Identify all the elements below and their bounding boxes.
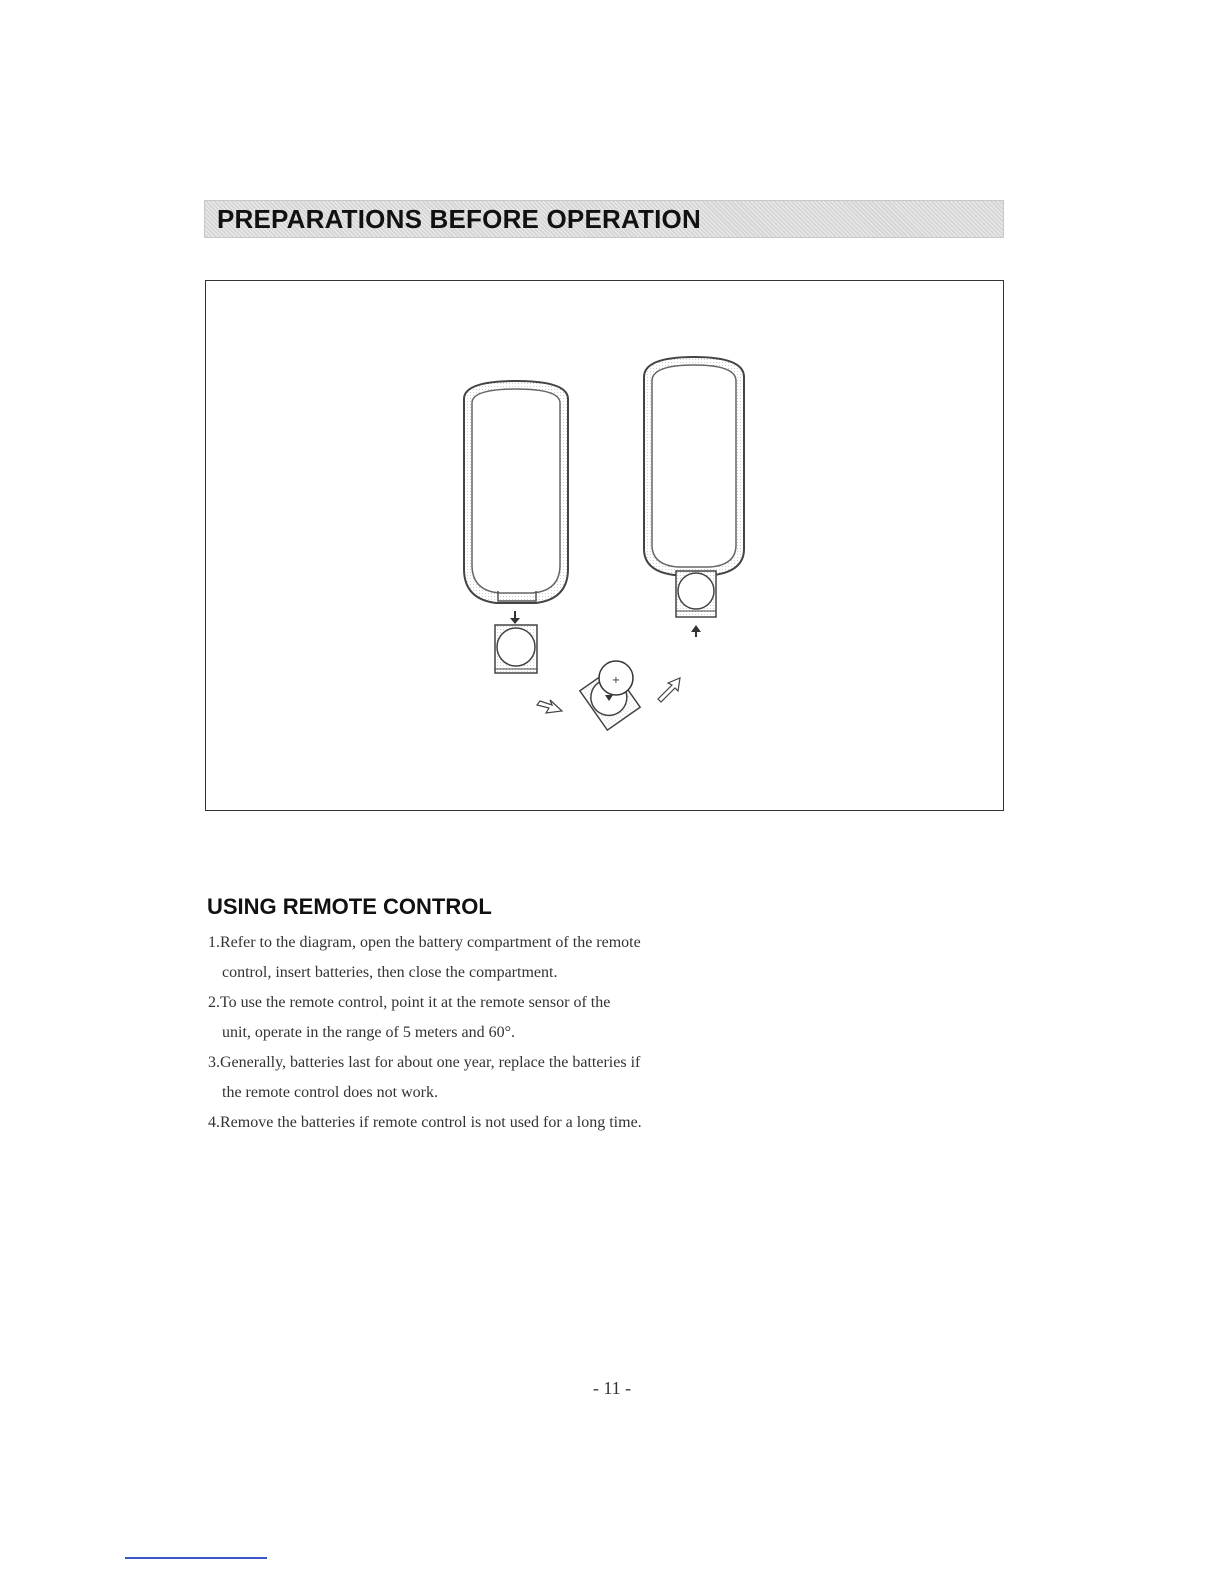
step-text: Refer to the diagram, open the battery compartment of the remote: [220, 934, 641, 951]
down-arrow-icon: [510, 611, 520, 624]
section-heading: USING REMOTE CONTROL: [207, 894, 492, 919]
step-text-continued: the remote control does not work.: [222, 1084, 438, 1101]
instruction-list: [208, 928, 768, 1138]
svg-text:+: +: [611, 675, 621, 686]
page-number: - 11 -: [592, 1378, 632, 1398]
step-text: Remove the batteries if remote control is not used for a long time.: [220, 1114, 642, 1131]
list-item: [208, 1108, 768, 1138]
list-item: [208, 988, 768, 1048]
footer-divider: [125, 1557, 267, 1559]
step-text: To use the remote control, point it at the remote sensor of the: [220, 994, 611, 1011]
coin-battery-icon: [580, 661, 640, 730]
section-banner: [204, 200, 1004, 238]
step-text: Generally, batteries last for about one year, replace the batteries if: [220, 1054, 641, 1071]
step-number: 2.: [208, 994, 220, 1011]
step-text-continued: unit, operate in the range of 5 meters and 60°.: [222, 1024, 515, 1041]
up-arrow-icon: [691, 625, 701, 637]
step-number: 4.: [208, 1114, 220, 1131]
list-item: [208, 928, 768, 988]
page-title: PREPARATIONS BEFORE OPERATION: [217, 204, 701, 234]
battery-compartment-icon: [676, 571, 716, 617]
list-item: [208, 1048, 768, 1108]
step-number: 1.: [208, 934, 220, 951]
battery-diagram: [205, 280, 1004, 811]
remote-control-icon: [644, 357, 744, 575]
arrow-icon: [537, 700, 562, 713]
step-number: 3.: [208, 1054, 220, 1071]
arrow-icon: [658, 678, 680, 702]
battery-compartment-icon: [495, 625, 537, 673]
remote-control-icon: [464, 381, 568, 603]
step-text-continued: control, insert batteries, then close the compartment.: [222, 964, 558, 981]
battery-diagram-illustration: [206, 281, 1005, 812]
